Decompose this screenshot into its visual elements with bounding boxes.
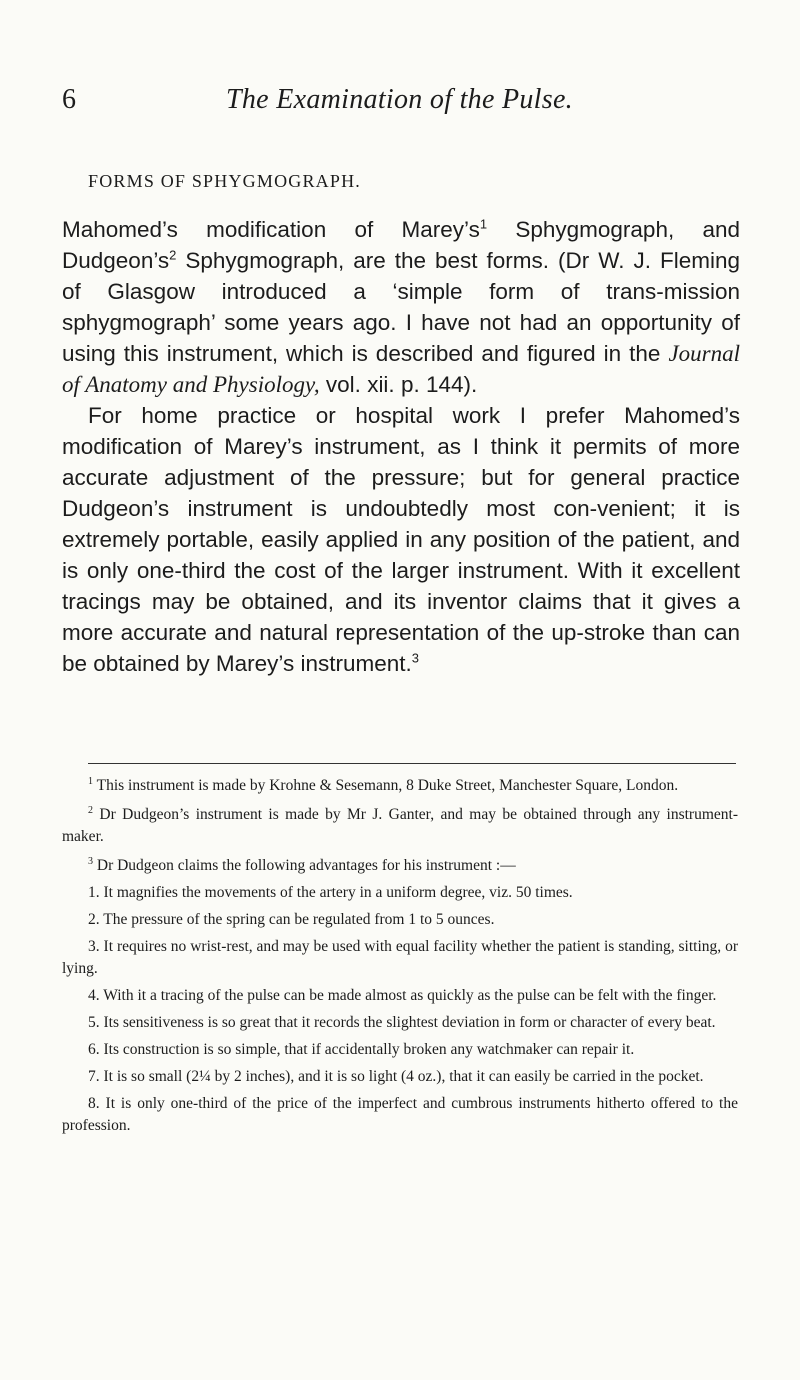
page-number: 6 bbox=[62, 84, 76, 115]
footnote-ref-2: 2 bbox=[169, 247, 177, 263]
footnote-mark: 2 bbox=[88, 804, 93, 816]
footnote-mark: 1 bbox=[88, 775, 93, 787]
section-heading: FORMS OF SPHYGMOGRAPH. bbox=[88, 171, 361, 191]
advantage-item: 1. It magnifies the movements of the artery in a uniform degree, viz. 50 times. bbox=[88, 884, 573, 901]
advantage-item: 3. It requires no wrist-rest, and may be used with equal facility whether the patient is standing, sitting, or lying. bbox=[62, 938, 738, 977]
text-run: Sphygmograph, are the best forms. (Dr W. J. Fleming of Glasgow introduced a ‘simple form of trans-mission sphygmograph’ some years ago. I have not had an opportunity of using this instrument, which is described and figured in the bbox=[62, 248, 740, 366]
footnote-text: Dr Dudgeon’s instrument is made by Mr J. Ganter, and may be obtained through any instrument-maker. bbox=[62, 806, 738, 845]
advantage-item: 4. With it a tracing of the pulse can be made almost as quickly as the pulse can be felt with the finger. bbox=[88, 987, 717, 1004]
footnote-text: This instrument is made by Krohne & Sesemann, 8 Duke Street, Manchester Square, London. bbox=[93, 777, 679, 794]
running-title: The Examination of the Pulse. bbox=[226, 84, 573, 115]
text-run: vol. xii. p. 144). bbox=[319, 372, 478, 397]
advantage-item: 7. It is so small (2¼ by 2 inches), and it is so light (4 oz.), that it can easily be carried in the pocket. bbox=[88, 1068, 704, 1085]
footnote-text: Dr Dudgeon claims the following advantages for his instrument :— bbox=[93, 857, 516, 874]
footnotes bbox=[62, 775, 738, 1142]
footnote-3 bbox=[62, 855, 738, 877]
footnote-divider bbox=[88, 763, 736, 764]
paragraph-2 bbox=[62, 400, 740, 679]
advantage-item: 2. The pressure of the spring can be regulated from 1 to 5 ounces. bbox=[88, 911, 495, 928]
footnote-1 bbox=[62, 775, 738, 797]
running-head bbox=[62, 84, 742, 124]
advantage-item: 5. Its sensitiveness is so great that it records the slightest deviation in form or character of every beat. bbox=[88, 1014, 716, 1031]
body-text bbox=[62, 214, 740, 679]
text-run: For home practice or hospital work I prefer Mahomed’s modification of Marey’s instrument, as I think it permits of more accurate adjustment of the pressure; but for general practice Dudgeon’s instrument is undoubtedly most con-venient; it is extremely portable, easily applied in any position of the patient, and is only one-third the cost of the larger instrument. With it excellent tracings may be obtained, and its inventor claims that it gives a more accurate and natural representation of the up-stroke than can be obtained by Marey’s instrument. bbox=[62, 403, 740, 676]
advantage-item: 6. Its construction is so simple, that if accidentally broken any watchmaker can repair it. bbox=[88, 1041, 635, 1058]
paragraph-1 bbox=[62, 214, 740, 400]
footnote-mark: 3 bbox=[88, 855, 93, 867]
text-run: Mahomed’s modification of Marey’s bbox=[62, 217, 480, 242]
text-run: Sphygmograph, and Dudgeon’s bbox=[62, 217, 741, 273]
journal-title: Journal of Anatomy and Physiology, bbox=[62, 341, 740, 397]
footnote-2 bbox=[62, 804, 738, 848]
footnote-ref-1: 1 bbox=[479, 216, 488, 232]
footnote-ref-3: 3 bbox=[411, 650, 420, 666]
advantage-item: 8. It is only one-third of the price of the imperfect and cumbrous instruments hitherto offered to the profession. bbox=[62, 1095, 738, 1134]
